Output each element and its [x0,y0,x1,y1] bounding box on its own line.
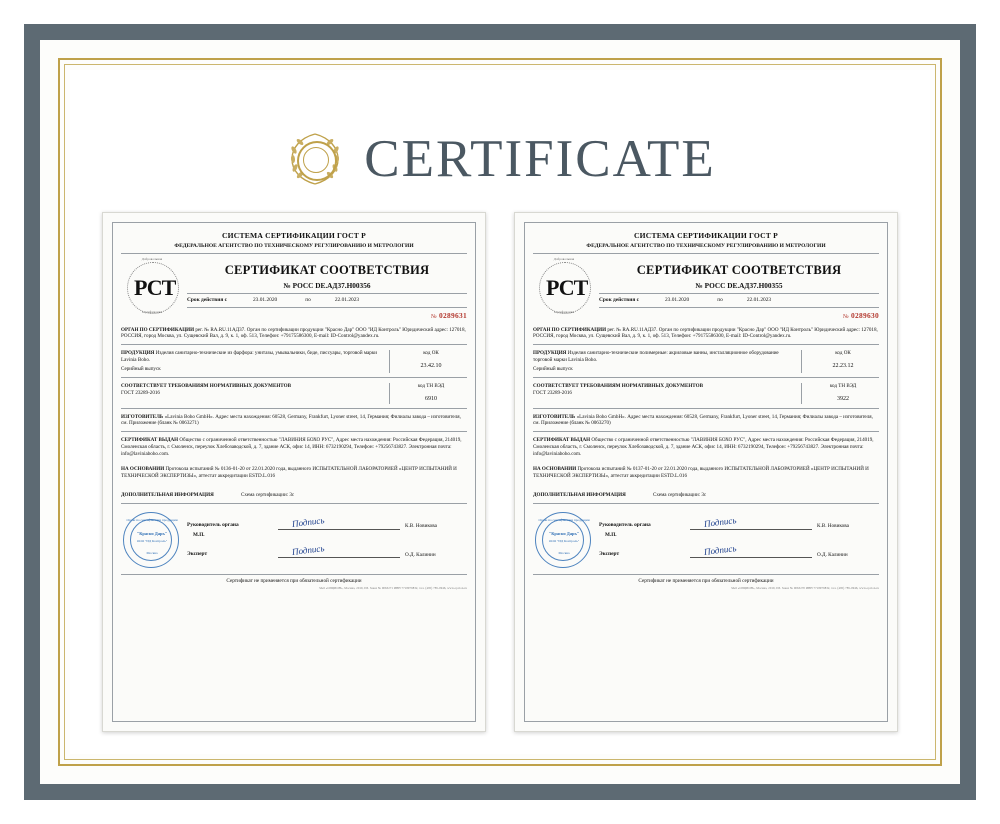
microprint-text: ЗАО «ОПЦИОН», Москва, 2019, ИЗ. Заказ № 0063271 ИНН 7718979832, тел. (495) 785-0946, www.opcion.ru [318,586,467,591]
serial-label: Серийный выпуск [121,366,161,373]
conformity-text: ГОСТ 23289-2016 [533,389,572,396]
head-signature-line [690,514,812,530]
expert-signature-mark: Подпись [291,543,325,558]
stamp-line-2: "Красно Дарь" [548,530,580,536]
conformity-section [533,383,879,409]
header-block [533,258,879,321]
certificate-card[interactable] [514,212,898,732]
expert-signature-line [278,543,400,558]
conformity-label: СООТВЕТСТВУЕТ ТРЕБОВАНИЯМ НОРМАТИВНЫХ ДОКУМЕНТОВ [533,383,704,390]
valid-from-date: 23.01.2020 [664,296,690,303]
system-title: СИСТЕМА СЕРТИФИКАЦИИ ГОСТ Р [222,231,366,240]
manufacturer-label: ИЗГОТОВИТЕЛЬ [121,413,164,420]
product-text: Изделия санитарно-технические из фарфора: унитазы, умывальники, биде, писсуары, торговой марки Lavinia Boho. [121,349,378,363]
certificate-body [112,222,476,722]
expert-signature-line [690,543,812,558]
product-section [533,350,879,378]
validity-label: Срок действия с [599,296,639,303]
product-label: ПРОДУКЦИЯ [121,349,155,356]
gost-r-logo-icon: Добровольная РСТ сертификация [533,258,595,316]
validity-row [599,297,879,308]
head-role-label: Руководитель органа [599,522,651,529]
certificate-main-title: СЕРТИФИКАТ СООТВЕТСТВИЯ [636,263,842,278]
basis-text: Протокола испытаний № 0136-01-20 от 22.01.2020 года, выданного ИСПЫТАТЕЛЬНОЙ ЛАБОРАТОРИЕЙ «ЦЕНТР ИСПЫТАНИЙ И ТЕХНИЧЕСКОЙ ЭКСПЕРТИЗЫ», аттестат аккредитации ESTD.L.016 [121,466,457,480]
body-org-text: рег. № RA.RU.11АД37. Орган по сертификации продукции "Красно Дар" ООО "ИД Контроль" Юридический адрес: 127018, РОССИЯ, город Москва, ул. Сущевский Вал, д. 9, к. 1, оф. 513, Телефон: +79175586300, E-mail: ID-Control@yandex.ru. [533,326,878,340]
manufacturer-section [533,414,879,432]
issued-text: Общество с ограниченной ответственностью "ЛАВИНИЯ БОХО РУС", Адрес места нахождения: Российская Федерация, 214019, Смоленская область, г. Смоленск, переулок Хлебозаводской, д. 7, здание АСК, офис 14, ИНН: 6732190294, Телефон: +79256743827. Электронная почта: info@laviniaboho.com. [533,437,874,457]
extra-info-label: ДОПОЛНИТЕЛЬНАЯ ИНФОРМАЦИЯ [121,491,214,498]
body-org-label: ОРГАН ПО СЕРТИФИКАЦИИ [121,326,195,333]
stamp-line-3: ООО "ИД Контроль" [548,538,580,543]
valid-to-date: 22.01.2023 [334,296,360,303]
head-signature-row [599,514,879,530]
blank-prefix: № [430,313,437,320]
extra-info-text: Схема сертификации: 3с [241,491,295,498]
outer-frame [24,24,976,800]
signature-area [533,510,879,568]
product-section [121,350,467,378]
head-signature-mark: Подпись [291,514,325,529]
mp-label: М.П. [605,531,617,538]
certificate-card[interactable] [102,212,486,732]
expert-role-label: Эксперт [599,551,620,558]
issued-text: Общество с ограниченной ответственностью "ЛАВИНИЯ БОХО РУС", Адрес места нахождения: Российская Федерация, 214019, Смоленская область, г. Смоленск, переулок Хлебозаводской, д. 7, здание АСК, офис 14, ИНН: 6732190294, Телефон: +79256743827. Электронная почта: info@laviniaboho.com. [121,437,462,457]
microprint-text: ЗАО «ОПЦИОН», Москва, 2019, ИЗ. Заказ № 0063270 ИНН 7718979832, тел. (495) 785-0946, www.opcion.ru [730,586,879,591]
registry-number: РОСС DE.АД37.Н00355 [704,280,783,290]
issued-label: СЕРТИФИКАТ ВЫДАН [121,437,179,444]
head-name: К.В. Новикова [405,522,437,529]
certificate-content [70,70,930,754]
basis-section [533,466,879,483]
ok-code-label: код ОК [423,349,439,356]
issued-label: СЕРТИФИКАТ ВЫДАН [533,437,591,444]
logo-arc-top-label: Добровольная [553,257,575,262]
head-signature-mark: Подпись [703,514,737,529]
basis-label: НА ОСНОВАНИИ [533,466,577,473]
expert-name: О.Д. Калинин [405,551,436,558]
issued-to-section [121,437,467,461]
ok-code-value: 23.42.10 [420,362,442,369]
certificate-body [524,222,888,722]
tnved-label: код ТН ВЭД [417,383,445,390]
head-signature-line [278,514,400,530]
extra-info-label: ДОПОЛНИТЕЛЬНАЯ ИНФОРМАЦИЯ [533,491,626,498]
footer-note: Сертификат не применяется при обязательной сертификации [121,574,467,585]
blank-number-row [599,311,879,322]
tnved-value: 3922 [837,395,849,402]
tnved-value: 6910 [425,395,437,402]
head-signature-row [187,514,467,530]
footer-note: Сертификат не применяется при обязательной сертификации [533,574,879,585]
validity-label: Срок действия с [187,296,227,303]
basis-section [121,466,467,483]
body-org-text: рег. № RA.RU.11АД37. Орган по сертификации продукции "Красно Дар" ООО "ИД Контроль" Юридический адрес: 127018, РОССИЯ, город Москва, ул. Сущевский Вал, д. 9, к. 1, оф. 513, Телефон: +79175586300, E-mail: ID-Control@yandex.ru. [121,326,466,340]
conformity-text: ГОСТ 23289-2016 [121,389,160,396]
registry-label: № [283,280,291,290]
basis-text: Протокола испытаний № 0137-01-20 от 22.01.2020 года, выданного ИСПЫТАТЕЛЬНОЙ ЛАБОРАТОРИЕЙ «ЦЕНТР ИСПЫТАНИЙ И ТЕХНИЧЕСКОЙ ЭКСПЕРТИЗЫ», аттестат аккредитации ESTD.L.016 [533,466,869,480]
logo-arc-bottom-label: сертификация [141,310,163,315]
head-role-label: Руководитель органа [187,522,239,529]
expert-role-label: Эксперт [187,551,208,558]
basis-label: НА ОСНОВАНИИ [121,466,165,473]
valid-to-label: по [717,296,723,303]
certificates-container [102,212,898,732]
stamp-line-2: "Красно Дарь" [136,530,168,536]
certificate-main-title: СЕРТИФИКАТ СООТВЕТСТВИЯ [224,263,430,278]
issued-to-section [533,437,879,461]
conformity-section [121,383,467,409]
expert-signature-row [599,543,879,558]
stamp-line-1: Орган по сертификации продукции [538,517,590,522]
gost-r-logo-icon: Добровольная РСТ сертификация [121,258,183,316]
agency-line: ФЕДЕРАЛЬНОЕ АГЕНТСТВО ПО ТЕХНИЧЕСКОМУ РЕГУЛИРОВАНИЮ И МЕТРОЛОГИИ [533,243,879,254]
extra-info-section [121,492,467,504]
valid-to-date: 22.01.2023 [746,296,772,303]
stamp-line-3: ООО "ИД Контроль" [136,538,168,543]
blue-seal-stamp-icon [121,510,183,568]
registry-label: № [695,280,703,290]
stamp-line-4: Москва [558,550,570,555]
manufacturer-text: «Lavinia Boho GmbH». Адрес места нахождения: 60528, Germany, Frankfurt, Lyoner street, 14, Германия; Филиалы завода – изготовителя, см. Приложение (бланк № 0063271) [121,413,461,427]
body-org-section [533,327,879,345]
logo-arc-top-label: Добровольная [141,257,163,262]
product-text: Изделия санитарно-технические полимерные: акриловые ванны, инсталляционное оборудование торговой марки Lavinia Boho. [533,349,779,363]
valid-from-date: 23.01.2020 [252,296,278,303]
agency-line: ФЕДЕРАЛЬНОЕ АГЕНТСТВО ПО ТЕХНИЧЕСКОМУ РЕГУЛИРОВАНИЮ И МЕТРОЛОГИИ [121,243,467,254]
blank-prefix: № [842,313,849,320]
expert-name: О.Д. Калинин [817,551,848,558]
signature-area [121,510,467,568]
body-org-label: ОРГАН ПО СЕРТИФИКАЦИИ [533,326,607,333]
blank-number: 0289631 [439,310,467,320]
logo-arc-bottom-label: сертификация [553,310,575,315]
expert-signature-mark: Подпись [703,543,737,558]
stamp-line-4: Москва [146,550,158,555]
inner-white-mat [40,40,960,784]
tnved-label: код ТН ВЭД [829,383,857,390]
stamp-line-1: Орган по сертификации продукции [126,517,178,522]
conformity-label: СООТВЕТСТВУЕТ ТРЕБОВАНИЯМ НОРМАТИВНЫХ ДОКУМЕНТОВ [121,383,292,390]
manufacturer-text: «Lavinia Boho GmbH». Адрес места нахождения: 60528, Germany, Frankfurt, Lyoner street, 14, Германия; Филиалы завода – изготовителя, см. Приложение (бланк № 0063270) [533,413,873,427]
manufacturer-section [121,414,467,432]
serial-label: Серийный выпуск [533,366,573,373]
blank-number-row [187,311,467,322]
body-org-section [121,327,467,345]
registry-number: РОСС DE.АД37.Н00356 [292,280,371,290]
system-title: СИСТЕМА СЕРТИФИКАЦИИ ГОСТ Р [634,231,778,240]
extra-info-section [533,492,879,504]
expert-signature-row [187,543,467,558]
extra-info-text: Схема сертификации: 3с [653,491,707,498]
ok-code-label: код ОК [835,349,851,356]
laurel-wreath-icon [284,128,346,190]
mp-label: М.П. [193,531,205,538]
product-label: ПРОДУКЦИЯ [533,349,567,356]
title-row [70,128,930,190]
valid-to-label: по [305,296,311,303]
page-title: CERTIFICATE [364,129,716,188]
validity-row [187,297,467,308]
ok-code-value: 22.23.12 [832,362,854,369]
registry-number-row [187,281,467,294]
blank-number: 0289630 [851,310,879,320]
blue-seal-stamp-icon [533,510,595,568]
manufacturer-label: ИЗГОТОВИТЕЛЬ [533,413,576,420]
header-block [121,258,467,321]
head-name: К.В. Новикова [817,522,849,529]
registry-number-row [599,281,879,294]
